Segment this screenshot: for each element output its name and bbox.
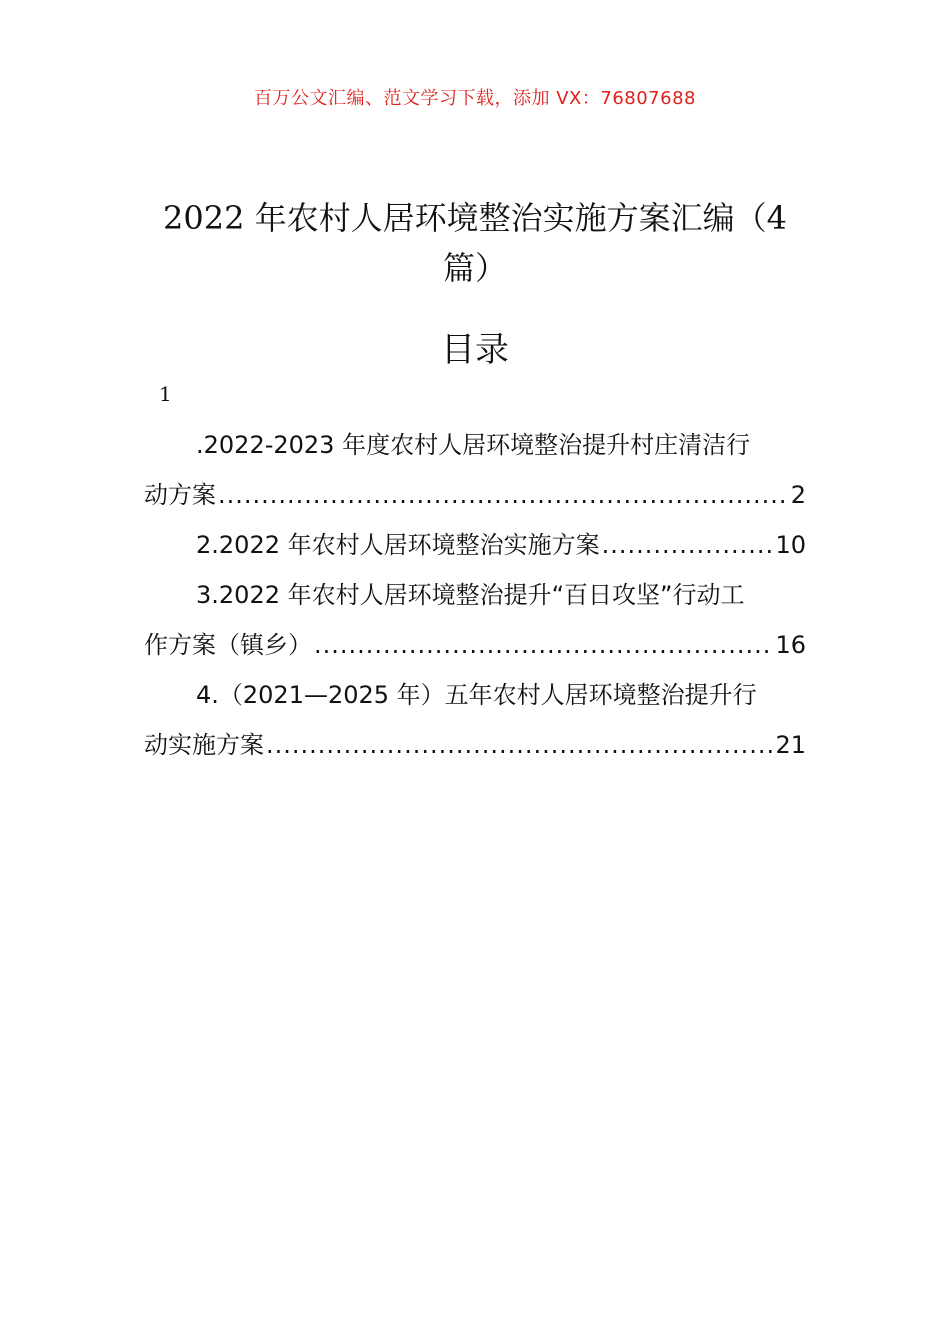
toc-entry-3[interactable] <box>144 570 806 670</box>
toc-leader-dots <box>602 520 774 570</box>
toc-page-number: 16 <box>775 631 806 659</box>
toc-entry-4[interactable] <box>144 670 806 770</box>
toc-heading: 目录 <box>441 330 509 370</box>
toc-entry-line <box>144 570 806 620</box>
toc-page-number: 21 <box>775 731 806 759</box>
toc-entry-title: 4.（2021—2025 年）五年农村人居环境整治提升行 <box>196 681 757 709</box>
toc-entry-line <box>144 520 806 570</box>
stray-number: 1 <box>159 382 172 406</box>
toc-entry-title: 3.2022 年农村人居环境整治提升“百日攻坚”行动工 <box>196 581 745 609</box>
toc-entry-title-cont: 动实施方案 <box>144 731 264 759</box>
toc-entry-line <box>144 620 806 670</box>
toc-leader-dots <box>266 720 773 770</box>
toc-entry-title-cont: 动方案 <box>144 481 216 509</box>
toc-leader-dots <box>314 620 773 670</box>
toc-entry-2[interactable] <box>144 520 806 570</box>
toc-page-number: 2 <box>790 481 806 509</box>
toc-entry-line <box>144 470 806 520</box>
table-of-contents <box>144 420 806 770</box>
toc-entry-1[interactable] <box>144 420 806 520</box>
toc-entry-line <box>144 670 806 720</box>
header-promo-note: 百万公文汇编、范文学习下载，添加 VX：76807688 <box>254 88 696 109</box>
document-title: 2022 年农村人居环境整治实施方案汇编（4 篇） <box>163 199 787 288</box>
toc-entry-line <box>144 420 806 470</box>
toc-page-number: 10 <box>775 531 806 559</box>
toc-entry-title-cont: 作方案（镇乡） <box>144 631 312 659</box>
toc-entry-line <box>144 720 806 770</box>
toc-entry-title: .2022-2023 年度农村人居环境整治提升村庄清洁行 <box>196 431 751 459</box>
toc-leader-dots <box>218 470 789 520</box>
toc-entry-title: 2.2022 年农村人居环境整治实施方案 <box>196 531 600 559</box>
